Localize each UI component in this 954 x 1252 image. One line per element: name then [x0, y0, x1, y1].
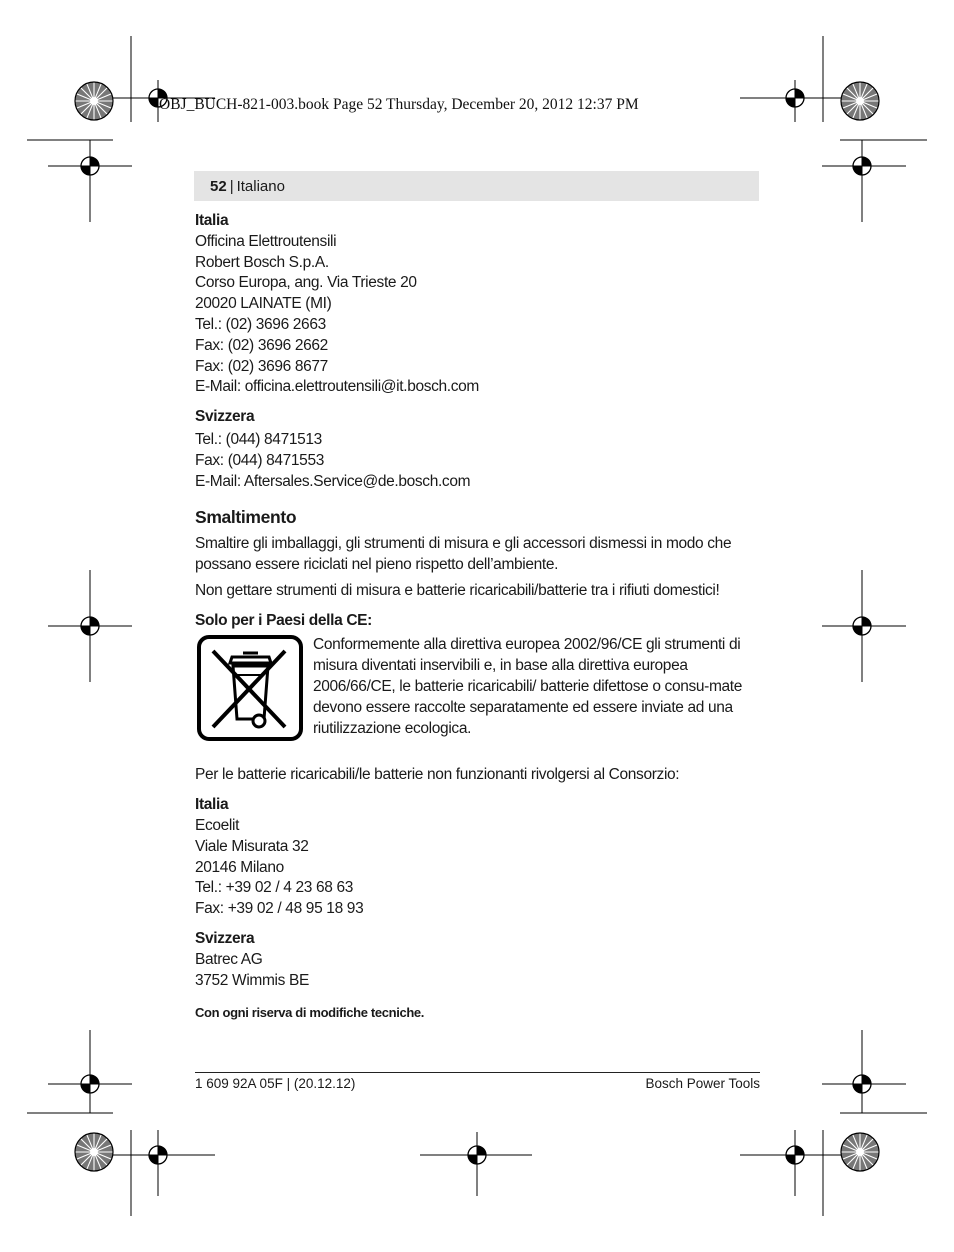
- contact-svizzera-heading: Svizzera: [195, 408, 255, 426]
- consortium-intro: Per le batterie ricaricabili/le batterie non funzionanti rivolgersi al Consorzio:: [195, 766, 680, 784]
- contact-italia-heading: Italia: [195, 212, 229, 229]
- fax-line: Fax: +39 02 / 48 95 18 93: [195, 900, 364, 918]
- page-footer: [195, 1076, 760, 1091]
- footer-doc-number: 1 609 92A 05F | (20.12.12): [195, 1076, 356, 1091]
- ce-notice: [195, 635, 760, 741]
- disclaimer: Con ogni riserva di modifiche tecniche.: [195, 1005, 425, 1021]
- footer-rule: [195, 1072, 760, 1073]
- footer-brand: Bosch Power Tools: [645, 1076, 760, 1091]
- contact-italia-address: [195, 232, 760, 398]
- email-line: E-Mail: officina.elettroutensili@it.bosch.com: [195, 378, 479, 396]
- ce-directive-text: Conformemente alla direttiva europea 2002/96/CE gli strumenti di misura diventati inservibili e, in base alla direttiva europea 2006/66/CE, le batterie ricaricabili/ batterie difettose o consu-mate devono essere raccolte separatamente ed essere inviate ad una riutilizzazione ecologica.: [313, 636, 743, 737]
- address-line: Robert Bosch S.p.A.: [195, 253, 329, 271]
- disposal-paragraph: Smaltire gli imballaggi, gli strumenti di misura e gli accessori dismessi in modo che possano essere riciclati nel pieno rispetto dell’ambiente.: [195, 535, 732, 573]
- fax-line: Fax: (02) 3696 8677: [195, 357, 328, 375]
- address-line: 3752 Wimmis BE: [195, 971, 309, 989]
- print-slug: OBJ_BUCH-821-003.book Page 52 Thursday, December 20, 2012 12:37 PM: [159, 96, 639, 113]
- consorzio-svizzera-heading: Svizzera: [195, 929, 255, 947]
- address-line: Batrec AG: [195, 950, 263, 968]
- address-line: Ecoelit: [195, 816, 240, 834]
- consorzio-italia-address: [195, 816, 760, 920]
- page-header: [194, 171, 759, 201]
- phone-line: Tel.: (044) 8471513: [195, 430, 322, 448]
- address-line: Officina Elettroutensili: [195, 232, 337, 250]
- header-separator: |: [229, 177, 234, 195]
- page-content: [195, 211, 760, 1024]
- consorzio-italia-heading: Italia: [195, 796, 229, 814]
- page-number: 52: [210, 177, 227, 195]
- email-line: E-Mail: Aftersales.Service@de.bosch.com: [195, 472, 471, 490]
- crossed-out-wheelie-bin-icon: [197, 635, 303, 741]
- address-line: 20146 Milano: [195, 858, 284, 876]
- contact-svizzera-address: [195, 430, 760, 492]
- fax-line: Fax: (02) 3696 2662: [195, 336, 328, 354]
- phone-line: Tel.: +39 02 / 4 23 68 63: [195, 879, 354, 897]
- address-line: 20020 LAINATE (MI): [195, 295, 332, 313]
- address-line: Corso Europa, ang. Via Trieste 20: [195, 274, 417, 292]
- phone-line: Tel.: (02) 3696 2663: [195, 315, 326, 333]
- disposal-warning: Non gettare strumenti di misura e batterie ricaricabili/batterie tra i rifiuti domestici!: [195, 581, 720, 599]
- section-title-smaltimento: Smaltimento: [195, 507, 297, 528]
- fax-line: Fax: (044) 8471553: [195, 451, 324, 469]
- header-language: Italiano: [236, 177, 285, 195]
- ce-heading: Solo per i Paesi della CE:: [195, 611, 372, 629]
- consorzio-svizzera-address: [195, 950, 760, 992]
- address-line: Viale Misurata 32: [195, 837, 309, 855]
